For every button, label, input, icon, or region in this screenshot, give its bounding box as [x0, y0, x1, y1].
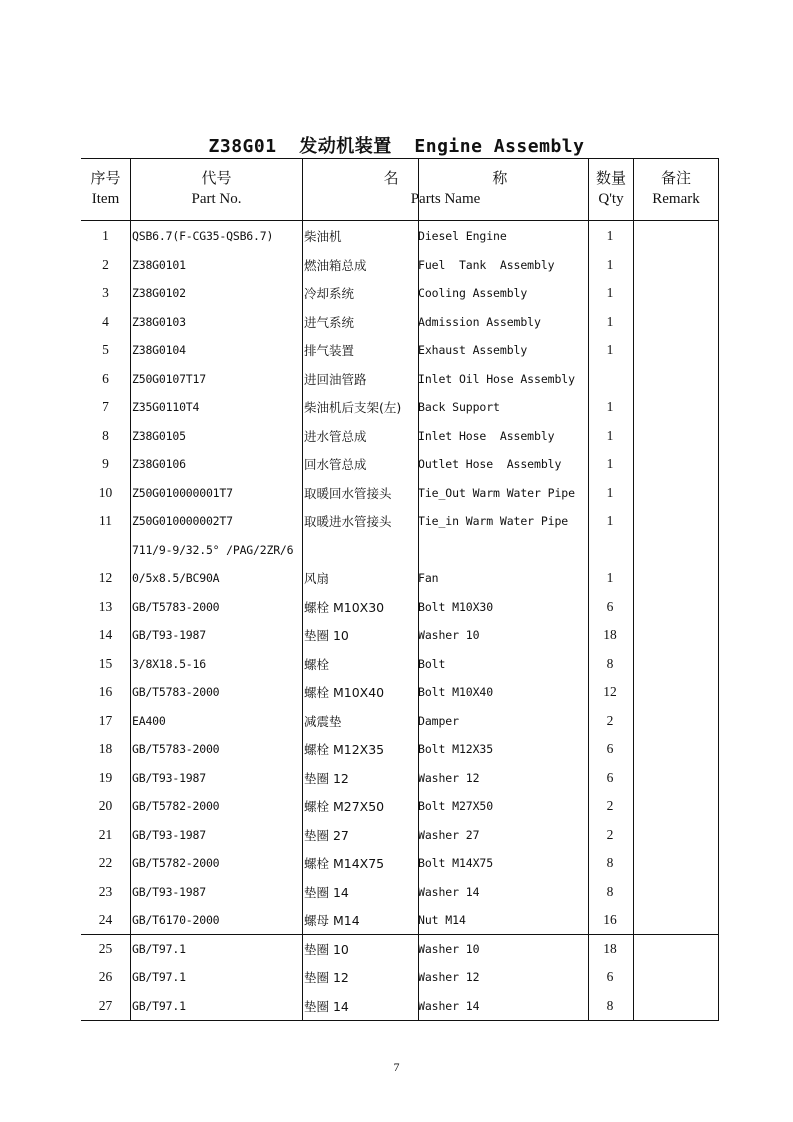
parts-name-en-cell	[418, 536, 588, 565]
part-no-cell: QSB6.7(F-CG35-QSB6.7)	[132, 229, 274, 244]
parts-name-cn-cell: 螺栓 M14X75	[304, 856, 385, 872]
remark-cell	[634, 650, 719, 679]
remark-cell	[634, 251, 719, 280]
item-cell: 8	[102, 427, 109, 443]
part-no-cell: 3/8X18.5-16	[132, 656, 206, 671]
qty-cell: 2	[606, 712, 614, 728]
part-no-cell: 0/5x8.5/BC90A	[132, 571, 220, 586]
item-cell: 3	[102, 285, 109, 301]
parts-name-cn-cell	[304, 536, 418, 565]
qty-cell: 1	[606, 513, 614, 529]
header-remark-cn: 备注	[660, 171, 691, 187]
item-cell: 16	[98, 684, 113, 700]
part-no-cell: GB/T5783-2000	[132, 742, 220, 757]
item-cell: 20	[98, 798, 113, 814]
item-cell: 19	[98, 769, 113, 785]
table-row	[81, 821, 719, 850]
parts-name-en-cell: Diesel Engine	[418, 229, 507, 244]
part-no-cell: 711/9-9/32.5° /PAG/2ZR/6	[132, 542, 294, 557]
header-parts-name-en: Parts Name	[410, 191, 481, 207]
table-row	[81, 536, 719, 565]
table-row	[81, 792, 719, 821]
parts-name-cn-cell: 垫圈 12	[304, 770, 349, 786]
part-no-cell: GB/T97.1	[132, 998, 186, 1013]
remark-cell	[634, 479, 719, 508]
parts-name-en-cell: Washer 27	[418, 827, 480, 842]
header-qty-cn: 数量	[595, 171, 626, 187]
qty-cell: 1	[606, 228, 614, 244]
qty-cell: 1	[606, 342, 614, 358]
parts-name-cn-cell: 进气系统	[304, 314, 355, 330]
qty-cell: 6	[606, 741, 614, 757]
parts-name-en-cell: Fan	[418, 571, 439, 586]
parts-name-en-cell: Admission Assembly	[418, 314, 541, 329]
parts-name-en-cell: Outlet Hose Assembly	[418, 457, 562, 472]
header-qty-en: Q'ty	[598, 191, 624, 207]
parts-name-en-cell: Tie_in Warm Water Pipe	[418, 514, 569, 529]
remark-cell	[634, 507, 719, 536]
qty-cell: 2	[606, 826, 614, 842]
parts-name-cn-cell: 垫圈 14	[304, 884, 349, 900]
parts-name-cn-cell: 冷却系统	[304, 286, 355, 302]
parts-name-cn-cell: 螺栓	[304, 656, 330, 672]
table-row	[81, 935, 719, 964]
remark-cell	[634, 906, 719, 935]
remark-cell	[634, 735, 719, 764]
part-no-cell: GB/T6170-2000	[132, 913, 220, 928]
item-cell: 4	[102, 313, 109, 329]
remark-cell	[634, 279, 719, 308]
remark-cell	[634, 821, 719, 850]
item-cell	[81, 536, 130, 565]
part-no-cell: EA400	[132, 713, 166, 728]
item-cell: 17	[98, 712, 113, 728]
qty-cell: 1	[606, 570, 614, 586]
parts-name-cn-cell: 螺母 M14	[304, 913, 360, 929]
parts-name-cn-cell: 螺栓 M27X50	[304, 799, 385, 815]
part-no-cell: Z50G0107T17	[132, 371, 206, 386]
item-cell: 11	[99, 513, 112, 529]
qty-cell	[588, 536, 632, 565]
remark-cell	[634, 450, 719, 479]
qty-cell: 8	[606, 883, 614, 899]
parts-name-cn-cell: 风扇	[304, 571, 330, 587]
item-cell: 12	[98, 570, 113, 586]
table-row	[81, 735, 719, 764]
item-cell: 15	[98, 655, 113, 671]
part-no-cell: GB/T5783-2000	[132, 685, 220, 700]
parts-name-en-cell: Washer 10	[418, 941, 480, 956]
parts-name-cn-cell: 螺栓 M12X35	[304, 742, 385, 758]
item-cell: 13	[98, 598, 113, 614]
remark-cell	[634, 878, 719, 907]
qty-cell: 12	[603, 684, 617, 700]
qty-cell: 16	[603, 912, 617, 928]
parts-name-cn-cell: 垫圈 10	[304, 628, 349, 644]
page-number: 7	[393, 1060, 400, 1074]
part-no-cell: Z38G0103	[132, 314, 186, 329]
part-no-cell: Z50G010000001T7	[132, 485, 233, 500]
parts-name-en-cell: Washer 12	[418, 770, 480, 785]
header-remark-en: Remark	[652, 191, 700, 207]
parts-name-cn-cell: 垫圈 12	[304, 970, 349, 986]
table-row	[81, 479, 719, 508]
table-row	[81, 593, 719, 622]
qty-cell: 1	[606, 285, 614, 301]
qty-cell: 1	[606, 427, 614, 443]
parts-name-en-cell: Bolt M12X35	[418, 742, 494, 757]
header-part-no-cn: 代号	[201, 171, 232, 187]
part-no-cell: GB/T97.1	[132, 941, 186, 956]
parts-name-cn-cell: 柴油机	[304, 229, 342, 245]
item-cell: 1	[102, 228, 109, 244]
table-bottom-border	[81, 1020, 719, 1021]
table-row	[81, 222, 719, 251]
table-row	[81, 308, 719, 337]
item-cell: 25	[98, 940, 113, 956]
remark-cell	[634, 365, 719, 394]
remark-cell	[634, 963, 719, 992]
parts-name-cn-cell: 垫圈 10	[304, 941, 349, 957]
part-no-cell: GB/T93-1987	[132, 884, 206, 899]
part-no-cell: GB/T93-1987	[132, 770, 206, 785]
remark-cell	[634, 393, 719, 422]
item-cell: 2	[102, 256, 109, 272]
parts-name-en-cell: Back Support	[418, 400, 500, 415]
item-cell: 18	[98, 741, 113, 757]
qty-cell: 1	[606, 399, 614, 415]
remark-cell	[634, 849, 719, 878]
item-cell: 10	[98, 484, 113, 500]
parts-name-cn-cell: 回水管总成	[304, 457, 367, 473]
qty-cell: 6	[606, 769, 614, 785]
table-row	[81, 564, 719, 593]
qty-cell: 6	[606, 598, 614, 614]
header-part-no-en: Part No.	[191, 191, 242, 207]
parts-name-cn-cell: 螺栓 M10X30	[304, 599, 385, 615]
part-no-cell: Z38G0106	[132, 457, 186, 472]
parts-name-cn-cell: 垫圈 27	[304, 827, 349, 843]
parts-name-en-cell: Damper	[418, 713, 459, 728]
remark-cell	[634, 564, 719, 593]
table-row	[81, 393, 719, 422]
part-no-cell: Z38G0101	[132, 257, 186, 272]
table-row	[81, 621, 719, 650]
item-cell: 26	[98, 969, 113, 985]
table-row	[81, 963, 719, 992]
table-row	[81, 450, 719, 479]
parts-name-en-cell: Washer 12	[418, 970, 480, 985]
parts-name-en-cell: Inlet Hose Assembly	[418, 428, 555, 443]
qty-cell	[588, 365, 632, 394]
part-no-cell: Z38G0102	[132, 286, 186, 301]
header-parts-name	[303, 158, 588, 220]
part-no-cell: GB/T5782-2000	[132, 799, 220, 814]
header-parts-name-cn: 名 称	[383, 171, 508, 187]
table-row	[81, 251, 719, 280]
parts-name-cn-cell: 取暖回水管接头	[304, 485, 392, 501]
table-row	[81, 336, 719, 365]
parts-name-en-cell: Bolt M10X40	[418, 685, 494, 700]
part-no-cell: GB/T93-1987	[132, 827, 206, 842]
parts-name-en-cell: Washer 14	[418, 998, 480, 1013]
parts-name-cn-cell: 螺栓 M10X40	[304, 685, 385, 701]
page-title: Z38G01 发动机装置 Engine Assembly	[208, 136, 585, 157]
remark-cell	[634, 422, 719, 451]
qty-cell: 2	[606, 798, 614, 814]
table-row	[81, 422, 719, 451]
table-row	[81, 992, 719, 1021]
remark-cell	[634, 707, 719, 736]
table-row	[81, 650, 719, 679]
remark-cell	[634, 593, 719, 622]
parts-name-en-cell: Cooling Assembly	[418, 286, 528, 301]
parts-name-en-cell: Washer 10	[418, 628, 480, 643]
parts-name-en-cell: Bolt	[418, 656, 446, 671]
part-no-cell: GB/T93-1987	[132, 628, 206, 643]
table-row	[81, 365, 719, 394]
table-row	[81, 678, 719, 707]
parts-name-cn-cell: 燃油箱总成	[304, 257, 367, 273]
header-item-cn: 序号	[90, 171, 121, 187]
qty-cell: 1	[606, 256, 614, 272]
item-cell: 23	[98, 883, 113, 899]
parts-name-en-cell: Bolt M27X50	[418, 799, 494, 814]
table-row	[81, 507, 719, 536]
item-cell: 14	[98, 627, 113, 643]
item-cell: 5	[102, 342, 109, 358]
remark-cell	[634, 222, 719, 251]
remark-cell	[634, 792, 719, 821]
header-part-no	[131, 158, 302, 220]
part-no-cell: Z35G0110T4	[132, 400, 200, 415]
parts-name-en-cell: Tie_Out Warm Water Pipe	[418, 485, 575, 500]
part-no-cell: GB/T97.1	[132, 970, 186, 985]
header-qty	[589, 158, 633, 220]
qty-cell: 1	[606, 313, 614, 329]
header-item	[81, 158, 130, 220]
parts-name-cn-cell: 进水管总成	[304, 428, 367, 444]
qty-cell: 18	[603, 627, 617, 643]
parts-name-en-cell: Exhaust Assembly	[418, 343, 528, 358]
header-bottom-border	[81, 220, 719, 221]
part-no-cell: Z38G0105	[132, 428, 186, 443]
remark-cell	[634, 764, 719, 793]
remark-cell	[634, 308, 719, 337]
parts-name-en-cell: Bolt M14X75	[418, 856, 494, 871]
header-remark	[634, 158, 718, 220]
item-cell: 22	[98, 855, 113, 871]
qty-cell: 1	[606, 484, 614, 500]
qty-cell: 8	[606, 655, 614, 671]
part-no-cell: GB/T5782-2000	[132, 856, 220, 871]
qty-cell: 18	[603, 940, 617, 956]
table-row	[81, 878, 719, 907]
parts-name-cn-cell: 进回油管路	[304, 371, 367, 387]
parts-name-en-cell: Fuel Tank Assembly	[418, 257, 555, 272]
remark-cell	[634, 621, 719, 650]
remark-cell	[634, 536, 719, 565]
parts-name-cn-cell: 垫圈 14	[304, 998, 349, 1014]
table-row	[81, 279, 719, 308]
item-cell: 27	[98, 997, 113, 1013]
table-row	[81, 764, 719, 793]
part-no-cell: GB/T5783-2000	[132, 599, 220, 614]
qty-cell: 8	[606, 997, 614, 1013]
parts-name-cn-cell: 柴油机后支架(左)	[304, 400, 402, 416]
remark-cell	[634, 992, 719, 1021]
part-no-cell: Z38G0104	[132, 343, 186, 358]
qty-cell: 6	[606, 969, 614, 985]
item-cell: 6	[102, 370, 109, 386]
table-row	[81, 906, 719, 935]
item-cell: 7	[102, 399, 109, 415]
parts-name-en-cell: Washer 14	[418, 884, 480, 899]
table-row	[81, 707, 719, 736]
qty-cell: 1	[606, 456, 614, 472]
parts-table	[81, 158, 719, 1021]
header-item-en: Item	[91, 191, 120, 207]
item-cell: 9	[102, 456, 109, 472]
parts-name-en-cell: Nut M14	[418, 913, 466, 928]
table-row	[81, 849, 719, 878]
part-no-cell: Z50G010000002T7	[132, 514, 233, 529]
item-cell: 24	[98, 912, 113, 928]
qty-cell: 8	[606, 855, 614, 871]
parts-name-cn-cell: 减震垫	[304, 713, 342, 729]
parts-name-en-cell: Bolt M10X30	[418, 599, 494, 614]
remark-cell	[634, 336, 719, 365]
remark-cell	[634, 678, 719, 707]
remark-cell	[634, 935, 719, 964]
parts-name-en-cell: Inlet Oil Hose Assembly	[418, 371, 575, 386]
parts-name-cn-cell: 排气装置	[304, 343, 355, 359]
item-cell: 21	[98, 826, 113, 842]
parts-name-cn-cell: 取暖进水管接头	[304, 514, 392, 530]
table-body	[81, 222, 719, 1020]
